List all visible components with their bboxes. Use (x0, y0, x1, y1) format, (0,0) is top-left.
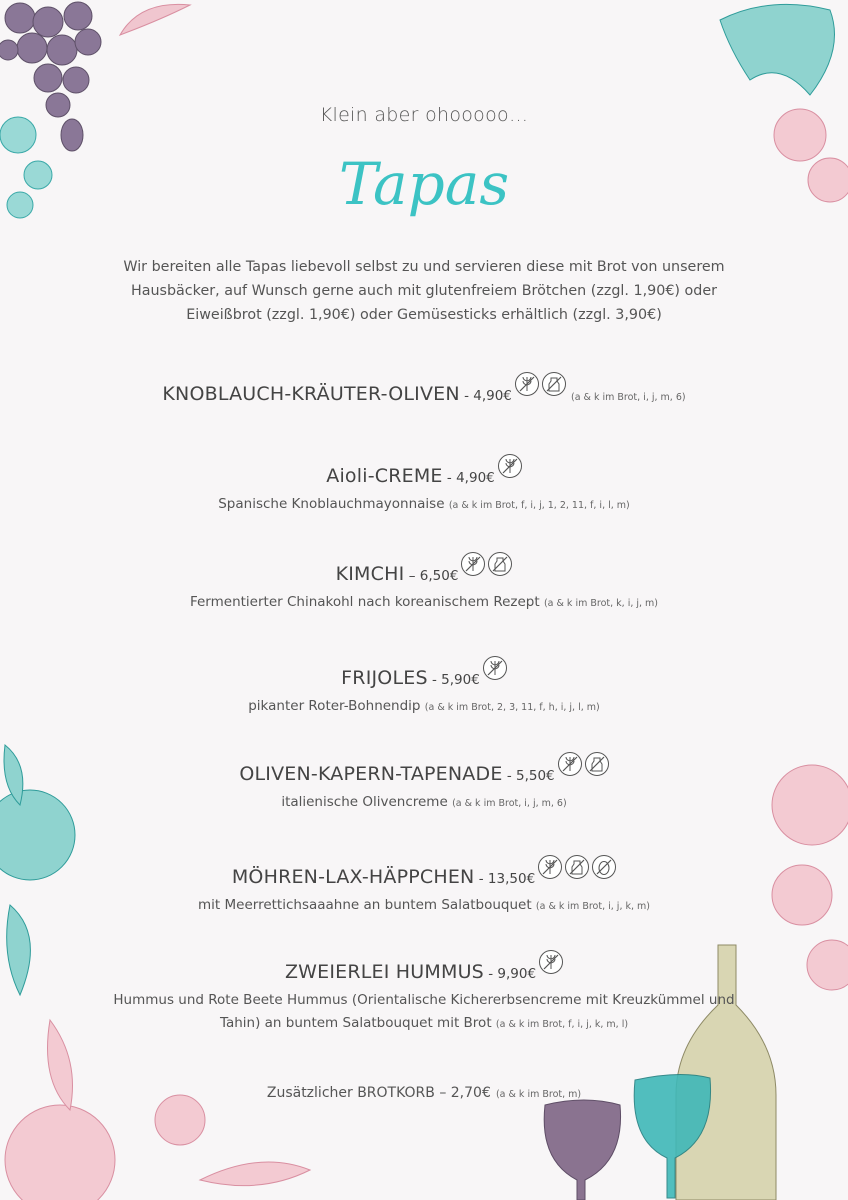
menu-item-head (0, 552, 848, 585)
gluten-free-icon (515, 372, 539, 396)
menu-item-description (0, 791, 848, 815)
extra-bread-basket (0, 1082, 848, 1105)
extra-codes: (a & k im Brot, m) (495, 1089, 582, 1100)
menu-item-price: - 4,90€ (459, 388, 512, 404)
menu-item-name: ZWEIERLEI HUMMUS (284, 961, 484, 983)
menu-item-description (0, 591, 848, 615)
menu-item-desc-text: Fermentierter Chinakohl nach koreanischem Rezept (189, 594, 540, 610)
gluten-free-icon (539, 950, 563, 974)
gluten-free-icon (483, 656, 507, 680)
menu-item-name: OLIVEN-KAPERN-TAPENADE (239, 763, 503, 785)
menu-item-name: KNOBLAUCH-KRÄUTER-OLIVEN (162, 383, 460, 405)
menu-item-head (0, 656, 848, 689)
menu-item-description (0, 695, 848, 719)
pink-flowers-bottomleft (0, 1010, 320, 1200)
gluten-free-icon (461, 552, 485, 576)
menu-item-name: FRIJOLES (341, 667, 428, 689)
menu-title: Tapas (338, 150, 510, 218)
menu-item (0, 372, 848, 405)
gluten-free-icon (538, 855, 562, 879)
menu-item-price: - 5,90€ (427, 672, 480, 688)
menu-intro: Wir bereiten alle Tapas liebevoll selbst zu und servieren diese mit Brot von unserem Hausbäcker, auf Wunsch gerne auch mit glutenfreiem Brötchen (zzgl. 1,90€) oder Eiweißbrot (zzgl. 1,90€) oder Gemüsesticks erhältlich (zzgl. 3,90€) (123, 259, 725, 323)
menu-item-desc-codes: (a & k im Brot, f, i, j, k, m, l) (495, 1019, 629, 1030)
menu-item-desc-text: Spanische Knoblauchmayonnaise (218, 496, 445, 512)
menu-item-name: Aioli-CREME (326, 465, 443, 487)
menu-item-desc-codes: (a & k im Brot, i, j, m, 6) (452, 798, 567, 809)
gluten-free-icon (498, 454, 522, 478)
egg-free-icon (592, 855, 616, 879)
menu-item-price: – 6,50€ (404, 568, 459, 584)
menu-item-allergen-codes: (a & k im Brot, i, j, m, 6) (570, 392, 686, 403)
extra-text: Zusätzlicher BROTKORB – 2,70€ (266, 1085, 491, 1101)
lactose-free-icon (585, 752, 609, 776)
menu-item (0, 855, 848, 918)
menu-item-description (0, 894, 848, 918)
menu-item-head (0, 372, 848, 405)
menu-item-desc-text: Hummus und Rote Beete Hummus (Orientalische Kichererbsencreme mit Kreuzkümmel und Tahin) an buntem Salatbouquet mit Brot (113, 992, 735, 1031)
menu-item (0, 752, 848, 815)
menu-item (0, 552, 848, 615)
lactose-free-icon (488, 552, 512, 576)
menu-item-price: - 9,90€ (483, 966, 537, 982)
menu-item (0, 950, 848, 1036)
menu-item-desc-codes: (a & k im Brot, 2, 3, 11, f, h, i, j, l, m) (424, 702, 600, 713)
menu-item-name: KIMCHI (335, 563, 405, 585)
menu-item-price: - 4,90€ (442, 470, 495, 486)
menu-item-head (0, 454, 848, 487)
menu-item-desc-codes: (a & k im Brot, f, i, j, 1, 2, 11, f, i, l, m) (448, 500, 630, 511)
menu-item-name: MÖHREN-LAX-HÄPPCHEN (231, 866, 475, 888)
menu-item-desc-codes: (a & k im Brot, k, i, j, m) (543, 598, 659, 609)
menu-item-desc-text: mit Meerrettichsaaahne an buntem Salatbouquet (198, 897, 532, 913)
gluten-free-icon (558, 752, 582, 776)
menu-item-price: - 13,50€ (474, 871, 536, 887)
menu-item-head (0, 855, 848, 888)
menu-item-desc-text: italienische Olivencreme (281, 794, 448, 810)
teal-leaf-topright (710, 0, 848, 110)
menu-item (0, 656, 848, 719)
menu-item-description (0, 493, 848, 517)
menu-item-desc-text: pikanter Roter-Bohnendip (248, 698, 421, 714)
menu-subtitle: Klein aber ohooooo… (319, 104, 529, 126)
pink-leaf-topleft (115, 0, 195, 40)
menu-item-price: - 5,50€ (502, 768, 555, 784)
menu-item (0, 454, 848, 517)
menu-item-head (0, 752, 848, 785)
menu-item-description (104, 989, 744, 1036)
lactose-free-icon (565, 855, 589, 879)
menu-item-desc-codes: (a & k im Brot, i, j, k, m) (535, 901, 650, 912)
menu-item-head (0, 950, 848, 983)
lactose-free-icon (542, 372, 566, 396)
